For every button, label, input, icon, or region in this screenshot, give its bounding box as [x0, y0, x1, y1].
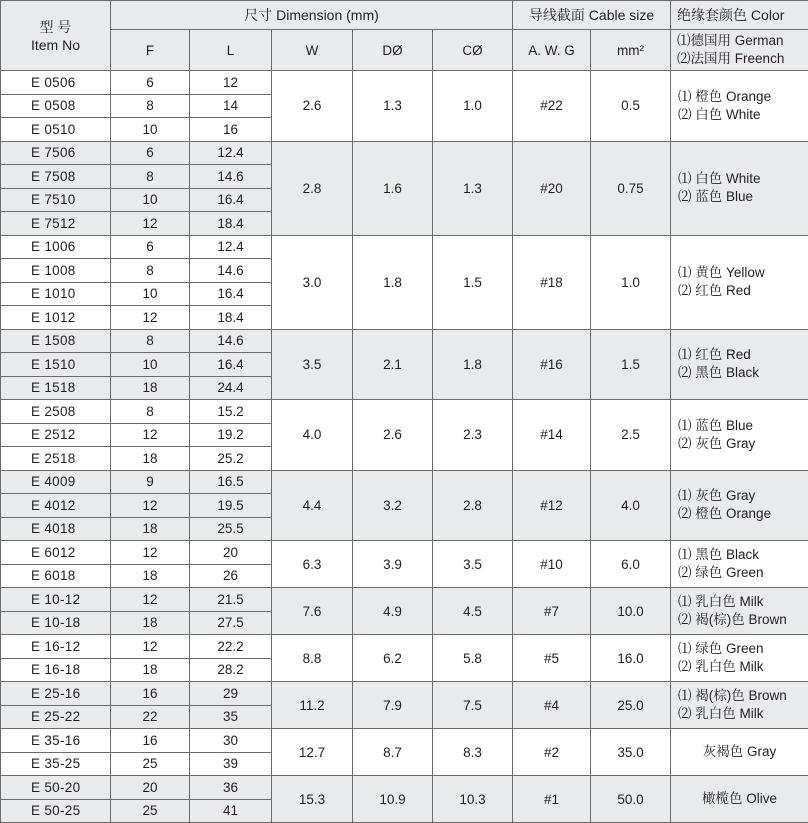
l-cell: 12: [190, 71, 272, 95]
item-no-cell: E 1518: [1, 376, 111, 400]
f-cell: 16: [111, 729, 190, 753]
w-cell: 2.6: [272, 71, 353, 142]
f-cell: 12: [111, 494, 190, 518]
f-cell: 18: [111, 447, 190, 471]
d-cell: 6.2: [353, 635, 433, 682]
c-cell: 8.3: [433, 729, 513, 776]
w-cell: 11.2: [272, 682, 353, 729]
c-cell: 1.3: [433, 141, 513, 235]
l-cell: 16.5: [190, 470, 272, 494]
c-cell: 2.3: [433, 400, 513, 471]
item-no-cell: E 7508: [1, 165, 111, 189]
c-cell: 4.5: [433, 588, 513, 635]
c-cell: 2.8: [433, 470, 513, 541]
color-cell: [671, 141, 808, 235]
item-no-cell: E 0508: [1, 94, 111, 118]
item-no-cell: E 16-18: [1, 658, 111, 682]
header-row-top: [1, 1, 808, 30]
color-cell: [671, 400, 808, 471]
col-l-header: L: [190, 30, 272, 71]
c-cell: 7.5: [433, 682, 513, 729]
color-usage-header: [671, 30, 808, 71]
f-cell: 8: [111, 400, 190, 424]
table-row: [1, 71, 808, 95]
color-cell: [671, 682, 808, 729]
table-row: [1, 729, 808, 753]
item-no-cell: E 7512: [1, 212, 111, 236]
item-no-cell: E 0510: [1, 118, 111, 142]
item-no-cell: E 0506: [1, 71, 111, 95]
color-header: 绝缘套颜色 Color: [671, 1, 808, 30]
l-cell: 29: [190, 682, 272, 706]
header-row-sub: [1, 30, 808, 71]
f-cell: 9: [111, 470, 190, 494]
f-cell: 12: [111, 541, 190, 565]
mm2-cell: 1.5: [591, 329, 671, 400]
table-row: [1, 470, 808, 494]
color-option: ⑵ 黑色 Black: [678, 364, 808, 382]
item-no-cell: E 35-16: [1, 729, 111, 753]
l-cell: 14.6: [190, 259, 272, 283]
col-f-header: F: [111, 30, 190, 71]
d-cell: 3.2: [353, 470, 433, 541]
l-cell: 18.4: [190, 306, 272, 330]
awg-cell: #18: [513, 235, 591, 329]
f-cell: 25: [111, 799, 190, 823]
color-option: ⑵ 橙色 Orange: [678, 505, 808, 523]
l-cell: 36: [190, 776, 272, 800]
item-no-cell: E 1010: [1, 282, 111, 306]
l-cell: 26: [190, 564, 272, 588]
l-cell: 30: [190, 729, 272, 753]
f-cell: 8: [111, 329, 190, 353]
item-no-cell: E 1008: [1, 259, 111, 283]
awg-cell: #2: [513, 729, 591, 776]
color-cell: [671, 329, 808, 400]
item-no-cell: E 1510: [1, 353, 111, 377]
color-option: ⑵ 灰色 Gray: [678, 435, 808, 453]
item-no-cell: E 35-25: [1, 752, 111, 776]
f-cell: 12: [111, 423, 190, 447]
c-cell: 1.0: [433, 71, 513, 142]
d-cell: 10.9: [353, 776, 433, 823]
d-cell: 1.3: [353, 71, 433, 142]
l-cell: 20: [190, 541, 272, 565]
item-no-cell: E 1006: [1, 235, 111, 259]
d-cell: 7.9: [353, 682, 433, 729]
c-cell: 1.8: [433, 329, 513, 400]
l-cell: 14.6: [190, 165, 272, 189]
l-cell: 21.5: [190, 588, 272, 612]
l-cell: 14: [190, 94, 272, 118]
mm2-cell: 0.5: [591, 71, 671, 142]
f-cell: 6: [111, 235, 190, 259]
l-cell: 22.2: [190, 635, 272, 659]
l-cell: 14.6: [190, 329, 272, 353]
f-cell: 8: [111, 94, 190, 118]
color-option: ⑴ 黑色 Black: [678, 546, 808, 564]
item-no-cell: E 2512: [1, 423, 111, 447]
color-option: ⑴ 橙色 Orange: [678, 88, 808, 106]
f-cell: 10: [111, 282, 190, 306]
item-no-cell: E 4012: [1, 494, 111, 518]
item-no-cell: E 4009: [1, 470, 111, 494]
w-cell: 12.7: [272, 729, 353, 776]
l-cell: 25.5: [190, 517, 272, 541]
cable-size-header: 导线截面 Cable size: [513, 1, 671, 30]
color-cell: [671, 541, 808, 588]
color-option: ⑴ 白色 White: [678, 170, 808, 188]
table-row: [1, 329, 808, 353]
mm2-cell: 50.0: [591, 776, 671, 823]
awg-cell: #10: [513, 541, 591, 588]
l-cell: 39: [190, 752, 272, 776]
l-cell: 16: [190, 118, 272, 142]
d-cell: 2.1: [353, 329, 433, 400]
color-option: 橄榄色 Olive: [671, 790, 808, 808]
color-option: ⑴ 蓝色 Blue: [678, 417, 808, 435]
l-cell: 16.4: [190, 188, 272, 212]
w-cell: 2.8: [272, 141, 353, 235]
item-no-header-cn: 型 号: [1, 18, 110, 36]
table-row: [1, 235, 808, 259]
l-cell: 27.5: [190, 611, 272, 635]
color-option: ⑵ 蓝色 Blue: [678, 188, 808, 206]
color-german-label: ⑴德国用 German: [677, 32, 808, 50]
mm2-cell: 2.5: [591, 400, 671, 471]
item-no-header-en: Item No: [1, 36, 110, 54]
f-cell: 10: [111, 353, 190, 377]
item-no-cell: E 10-18: [1, 611, 111, 635]
d-cell: 8.7: [353, 729, 433, 776]
f-cell: 10: [111, 188, 190, 212]
awg-cell: #22: [513, 71, 591, 142]
d-cell: 1.6: [353, 141, 433, 235]
l-cell: 12.4: [190, 235, 272, 259]
color-cell: [671, 470, 808, 541]
color-cell: [671, 729, 808, 776]
w-cell: 8.8: [272, 635, 353, 682]
mm2-cell: 6.0: [591, 541, 671, 588]
f-cell: 18: [111, 658, 190, 682]
color-option: 灰褐色 Gray: [671, 743, 808, 761]
f-cell: 20: [111, 776, 190, 800]
f-cell: 25: [111, 752, 190, 776]
color-option: ⑴ 黄色 Yellow: [678, 264, 808, 282]
f-cell: 18: [111, 564, 190, 588]
f-cell: 6: [111, 71, 190, 95]
f-cell: 16: [111, 682, 190, 706]
item-no-cell: E 7506: [1, 141, 111, 165]
c-cell: 1.5: [433, 235, 513, 329]
item-no-cell: E 4018: [1, 517, 111, 541]
col-mm2-header: mm²: [591, 30, 671, 71]
mm2-cell: 16.0: [591, 635, 671, 682]
col-d-header: DØ: [353, 30, 433, 71]
d-cell: 3.9: [353, 541, 433, 588]
f-cell: 6: [111, 141, 190, 165]
color-option: ⑵ 绿色 Green: [678, 564, 808, 582]
l-cell: 15.2: [190, 400, 272, 424]
color-option: ⑵ 白色 White: [678, 106, 808, 124]
awg-cell: #12: [513, 470, 591, 541]
col-c-header: CØ: [433, 30, 513, 71]
w-cell: 7.6: [272, 588, 353, 635]
f-cell: 8: [111, 165, 190, 189]
awg-cell: #7: [513, 588, 591, 635]
awg-cell: #16: [513, 329, 591, 400]
item-no-cell: E 1508: [1, 329, 111, 353]
mm2-cell: 10.0: [591, 588, 671, 635]
l-cell: 19.2: [190, 423, 272, 447]
color-option: ⑵ 褐(棕)色 Brown: [678, 611, 808, 629]
l-cell: 24.4: [190, 376, 272, 400]
w-cell: 4.4: [272, 470, 353, 541]
f-cell: 12: [111, 306, 190, 330]
color-option: ⑵ 红色 Red: [678, 282, 808, 300]
awg-cell: #4: [513, 682, 591, 729]
col-w-header: W: [272, 30, 353, 71]
table-row: [1, 588, 808, 612]
mm2-cell: 4.0: [591, 470, 671, 541]
c-cell: 10.3: [433, 776, 513, 823]
f-cell: 12: [111, 635, 190, 659]
mm2-cell: 0.75: [591, 141, 671, 235]
mm2-cell: 25.0: [591, 682, 671, 729]
c-cell: 3.5: [433, 541, 513, 588]
color-cell: [671, 776, 808, 823]
color-option: ⑴ 褐(棕)色 Brown: [678, 687, 808, 705]
item-no-cell: E 2518: [1, 447, 111, 471]
w-cell: 6.3: [272, 541, 353, 588]
d-cell: 4.9: [353, 588, 433, 635]
f-cell: 18: [111, 376, 190, 400]
item-no-cell: E 50-20: [1, 776, 111, 800]
item-no-cell: E 25-22: [1, 705, 111, 729]
item-no-cell: E 10-12: [1, 588, 111, 612]
awg-cell: #14: [513, 400, 591, 471]
f-cell: 8: [111, 259, 190, 283]
l-cell: 28.2: [190, 658, 272, 682]
mm2-cell: 1.0: [591, 235, 671, 329]
c-cell: 5.8: [433, 635, 513, 682]
item-no-cell: E 6012: [1, 541, 111, 565]
item-no-cell: E 16-12: [1, 635, 111, 659]
item-no-cell: E 25-16: [1, 682, 111, 706]
item-no-cell: E 7510: [1, 188, 111, 212]
mm2-cell: 35.0: [591, 729, 671, 776]
color-cell: [671, 588, 808, 635]
awg-cell: #1: [513, 776, 591, 823]
awg-cell: #20: [513, 141, 591, 235]
d-cell: 2.6: [353, 400, 433, 471]
f-cell: 12: [111, 212, 190, 236]
color-option: ⑴ 红色 Red: [678, 346, 808, 364]
item-no-cell: E 2508: [1, 400, 111, 424]
l-cell: 16.4: [190, 353, 272, 377]
color-cell: [671, 235, 808, 329]
w-cell: 15.3: [272, 776, 353, 823]
f-cell: 18: [111, 611, 190, 635]
item-no-cell: E 50-25: [1, 799, 111, 823]
color-option: ⑴ 绿色 Green: [678, 640, 808, 658]
color-cell: [671, 635, 808, 682]
color-french-label: ⑵法国用 Freench: [677, 50, 808, 68]
table-body: [1, 71, 808, 823]
table-row: [1, 682, 808, 706]
table-row: [1, 776, 808, 800]
l-cell: 35: [190, 705, 272, 729]
w-cell: 4.0: [272, 400, 353, 471]
item-no-cell: E 6018: [1, 564, 111, 588]
w-cell: 3.0: [272, 235, 353, 329]
f-cell: 12: [111, 588, 190, 612]
f-cell: 10: [111, 118, 190, 142]
col-awg-header: A. W. G: [513, 30, 591, 71]
d-cell: 1.8: [353, 235, 433, 329]
color-option: ⑵ 乳白色 Milk: [678, 658, 808, 676]
l-cell: 41: [190, 799, 272, 823]
l-cell: 25.2: [190, 447, 272, 471]
table-row: [1, 141, 808, 165]
color-option: ⑵ 乳白色 Milk: [678, 705, 808, 723]
l-cell: 18.4: [190, 212, 272, 236]
l-cell: 12.4: [190, 141, 272, 165]
color-option: ⑴ 乳白色 Milk: [678, 593, 808, 611]
color-option: ⑴ 灰色 Gray: [678, 487, 808, 505]
l-cell: 19.5: [190, 494, 272, 518]
item-no-header: [1, 1, 111, 71]
dimension-header: 尺寸 Dimension (mm): [111, 1, 513, 30]
l-cell: 16.4: [190, 282, 272, 306]
table-row: [1, 400, 808, 424]
w-cell: 3.5: [272, 329, 353, 400]
item-no-cell: E 1012: [1, 306, 111, 330]
table-row: [1, 635, 808, 659]
color-cell: [671, 71, 808, 142]
f-cell: 22: [111, 705, 190, 729]
awg-cell: #5: [513, 635, 591, 682]
table-row: [1, 541, 808, 565]
f-cell: 18: [111, 517, 190, 541]
